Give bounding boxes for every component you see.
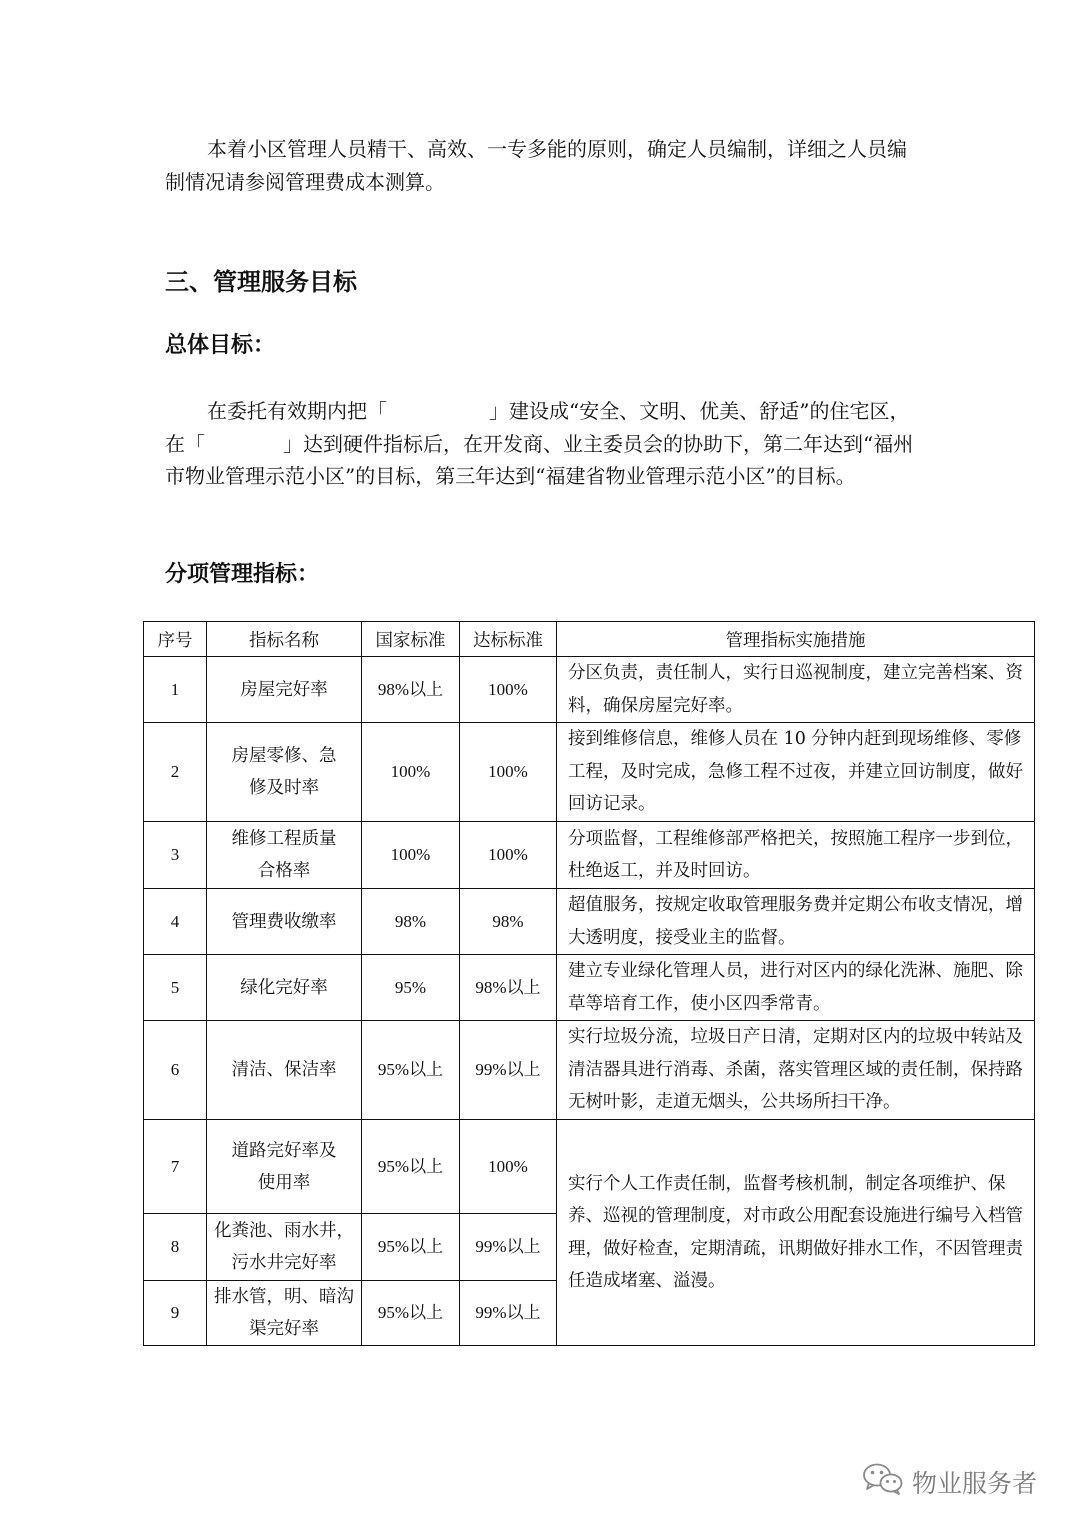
- wechat-icon: [862, 1462, 904, 1502]
- overall-goal-text-1: 在委托有效期内把「: [207, 399, 387, 423]
- row-name: 房屋完好率: [207, 657, 362, 723]
- intro-paragraph: [165, 133, 925, 198]
- row-target: 100%: [460, 1120, 557, 1214]
- overall-goal-heading: 总体目标：: [165, 333, 276, 358]
- header-target: 达标标准: [460, 622, 557, 657]
- row-name: 维修工程质量合格率: [207, 822, 362, 889]
- watermark-text: 物业服务者: [912, 1469, 1038, 1498]
- indicators-table: [143, 621, 1035, 1346]
- row-name: 化粪池、雨水井，污水井完好率: [207, 1214, 362, 1281]
- row-national: 95%以上: [362, 1281, 460, 1346]
- row-measure: 接到维修信息，维修人员在 10 分钟内赶到现场维修、零修工程，及时完成，急修工程不过夜，并建立回访制度，做好回访记录。: [557, 723, 1035, 822]
- row-measure: 建立专业绿化管理人员，进行对区内的绿化洗淋、施肥、除草等培育工作，使小区四季常青。: [557, 955, 1035, 1021]
- row-national: 95%以上: [362, 1021, 460, 1120]
- row-name: 排水管，明、暗沟渠完好率: [207, 1281, 362, 1346]
- row-target: 100%: [460, 657, 557, 723]
- row-national: 98%以上: [362, 657, 460, 723]
- row-measure: 超值服务，按规定收取管理服务费并定期公布收支情况，增大透明度，接受业主的监督。: [557, 889, 1035, 955]
- row-national: 95%以上: [362, 1120, 460, 1214]
- row-target: 100%: [460, 723, 557, 822]
- merged-measure-7-9: 实行个人工作责任制，监督考核机制，制定各项维护、保养、巡视的管理制度，对市政公用配套设施进行编号入档管理，做好检查，定期清疏，讯期做好排水工作，不因管理责任造成堵塞、溢漫。: [557, 1120, 1035, 1346]
- row-name: 房屋零修、急修及时率: [207, 723, 362, 822]
- row-no: 7: [144, 1120, 207, 1214]
- table-row: [144, 955, 1035, 1021]
- row-no: 3: [144, 822, 207, 889]
- row-measure: 分区负责，责任制人，实行日巡视制度，建立完善档案、资料，确保房屋完好率。: [557, 657, 1035, 723]
- row-no: 1: [144, 657, 207, 723]
- row-target: 99%以上: [460, 1281, 557, 1346]
- item-indicators-heading: 分项管理指标：: [165, 562, 320, 587]
- table-row: [144, 723, 1035, 822]
- row-national: 95%以上: [362, 1214, 460, 1281]
- row-no: 2: [144, 723, 207, 822]
- row-no: 5: [144, 955, 207, 1021]
- table-row: [144, 1120, 1035, 1214]
- header-national: 国家标准: [362, 622, 460, 657]
- watermark: [862, 1460, 1037, 1504]
- row-national: 100%: [362, 822, 460, 889]
- header-measure: 管理指标实施措施: [557, 622, 1035, 657]
- row-target: 100%: [460, 822, 557, 889]
- row-measure: 分项监督，工程维修部严格把关，按照施工程序一步到位，杜绝返工，并及时回访。: [557, 822, 1035, 889]
- table-row: [144, 889, 1035, 955]
- row-national: 98%: [362, 889, 460, 955]
- overall-goal-paragraph: [165, 395, 925, 493]
- overall-goal-text-2: 」建设成“安全、文明、优美、舒适”的住宅区，在「: [165, 399, 910, 456]
- row-target: 99%以上: [460, 1021, 557, 1120]
- row-no: 6: [144, 1021, 207, 1120]
- row-measure: 实行垃圾分流，垃圾日产日清，定期对区内的垃圾中转站及清洁器具进行消毒、杀菌，落实管理区域的责任制，保持路无树叶影，走道无烟头，公共场所扫干净。: [557, 1021, 1035, 1120]
- header-name: 指标名称: [207, 622, 362, 657]
- row-national: 95%: [362, 955, 460, 1021]
- row-name: 绿化完好率: [207, 955, 362, 1021]
- table-row: [144, 822, 1035, 889]
- row-target: 98%: [460, 889, 557, 955]
- row-national: 100%: [362, 723, 460, 822]
- table-row: [144, 1021, 1035, 1120]
- row-no: 9: [144, 1281, 207, 1346]
- table-row: [144, 657, 1035, 723]
- row-no: 8: [144, 1214, 207, 1281]
- header-no: 序号: [144, 622, 207, 657]
- row-target: 98%以上: [460, 955, 557, 1021]
- table-header-row: [144, 622, 1035, 657]
- section-heading: 三、管理服务目标: [165, 268, 357, 296]
- row-target: 99%以上: [460, 1214, 557, 1281]
- row-no: 4: [144, 889, 207, 955]
- row-name: 管理费收缴率: [207, 889, 362, 955]
- row-name: 清洁、保洁率: [207, 1021, 362, 1120]
- row-name: 道路完好率及使用率: [207, 1120, 362, 1214]
- intro-text: 本着小区管理人员精干、高效、一专多能的原则，确定人员编制，详细之人员编制情况请参阅管理费成本测算。: [165, 137, 907, 194]
- overall-goal-text-3: 」达到硬件指标后，在开发商、业主委员会的协助下，第二年达到“福州市物业管理示范小区”的目标，第三年达到“福建省物业管理示范小区”的目标。: [165, 431, 914, 488]
